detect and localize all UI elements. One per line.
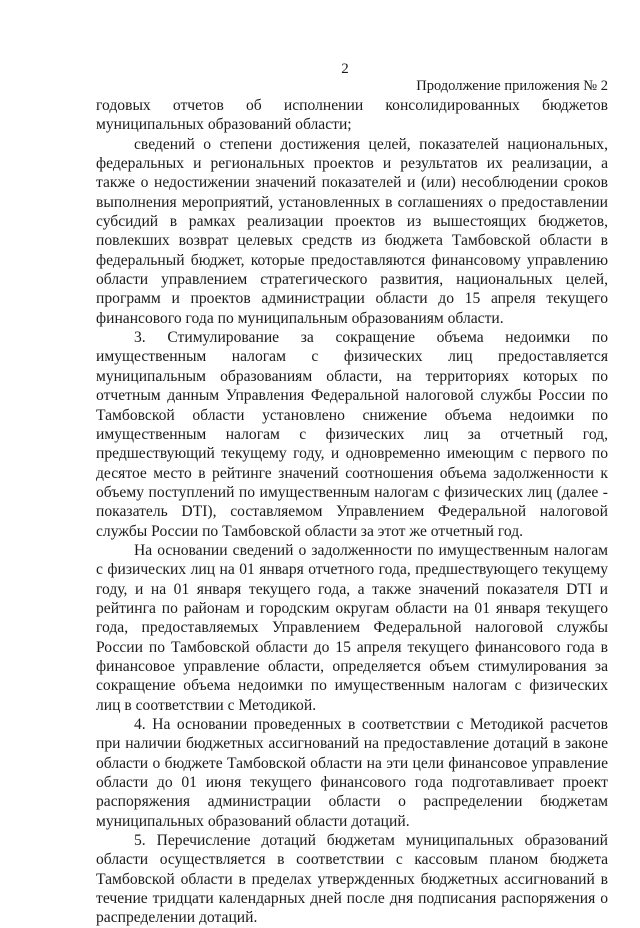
continuation-note: Продолжение приложения № 2 bbox=[416, 78, 608, 94]
paragraph-item-5: 5. Перечисление дотаций бюджетам муниципальных образований области осуществляется в соответствии с кассовым планом бюджета Тамбовской области в пределах утвержденных бюджетных ассигнований в течение тридцати календарных дней после дня подписания распоряжения о распределении дотаций. bbox=[96, 832, 608, 927]
paragraph-item-4: 4. На основании проведенных в соответствии с Методикой расчетов при наличии бюджетных ассигнований на предоставление дотаций в законе области о бюджете Тамбовской области на эти цели финансовое управление области до 01 июня текущего финансового года подготавливает проект распоряжения администрации области о распределении бюджетам муниципальных образований области дотаций. bbox=[96, 716, 608, 830]
paragraph-indicators-info: сведений о степени достижения целей, показателей национальных, федеральных и региональных проектов и результатов их реализации, а также о недостижении значений показателей и (или) несоблюдении сроков выполнения мероприятий, установленных в соглашениях о предоставлении субсидий в рамках реализации проектов из вышестоящих бюджетов, повлекших возврат целевых средств из бюджета Тамбовской области в федеральный бюджет, которые предоставляются финансовому управлению области управлением стратегического развития, национальных целей, программ и проектов администрации области до 15 апреля текущего финансового года по муниципальным образованиям области. bbox=[96, 135, 608, 327]
paragraph-debt-basis: На основании сведений о задолженности по имущественным налогам с физических лиц на 01 января отчетного года, предшествующего текущему году, и на 01 января текущего года, а также значений показателя DTI и рейтинга по районам и городским округам области на 01 января текущего года, предоставляемых Управлением Федеральной налоговой службы России по Тамбовской области до 15 апреля текущего финансового года в финансовое управление области, определяется объем стимулирования за сокращение объема недоимки по имущественным налогам с физических лиц в соответствии с Методикой. bbox=[96, 541, 608, 714]
document-body bbox=[96, 96, 608, 928]
paragraph-item-3: 3. Стимулирование за сокращение объема недоимки по имущественным налогам с физических лиц предоставляется муниципальным образованиям области, на территориях которых по отчетным данным Управления Федеральной налоговой службы России по Тамбовской области установлено снижение объема недоимки по имущественным налогам с физических лиц за отчетный год, предшествующий текущему году, и одновременно имеющим с первого по десятое место в рейтинге значений соотношения объема задолженности к объему поступлений по имущественным налогам с физических лиц (далее - показатель DTI), составляемом Управлением Федеральной налоговой службы России по Тамбовской области за этот же отчетный год. bbox=[96, 329, 608, 540]
paragraph-continuation: годовых отчетов об исполнении консолидированных бюджетов муниципальных образований области; bbox=[96, 97, 608, 134]
page-number: 2 bbox=[341, 61, 349, 77]
